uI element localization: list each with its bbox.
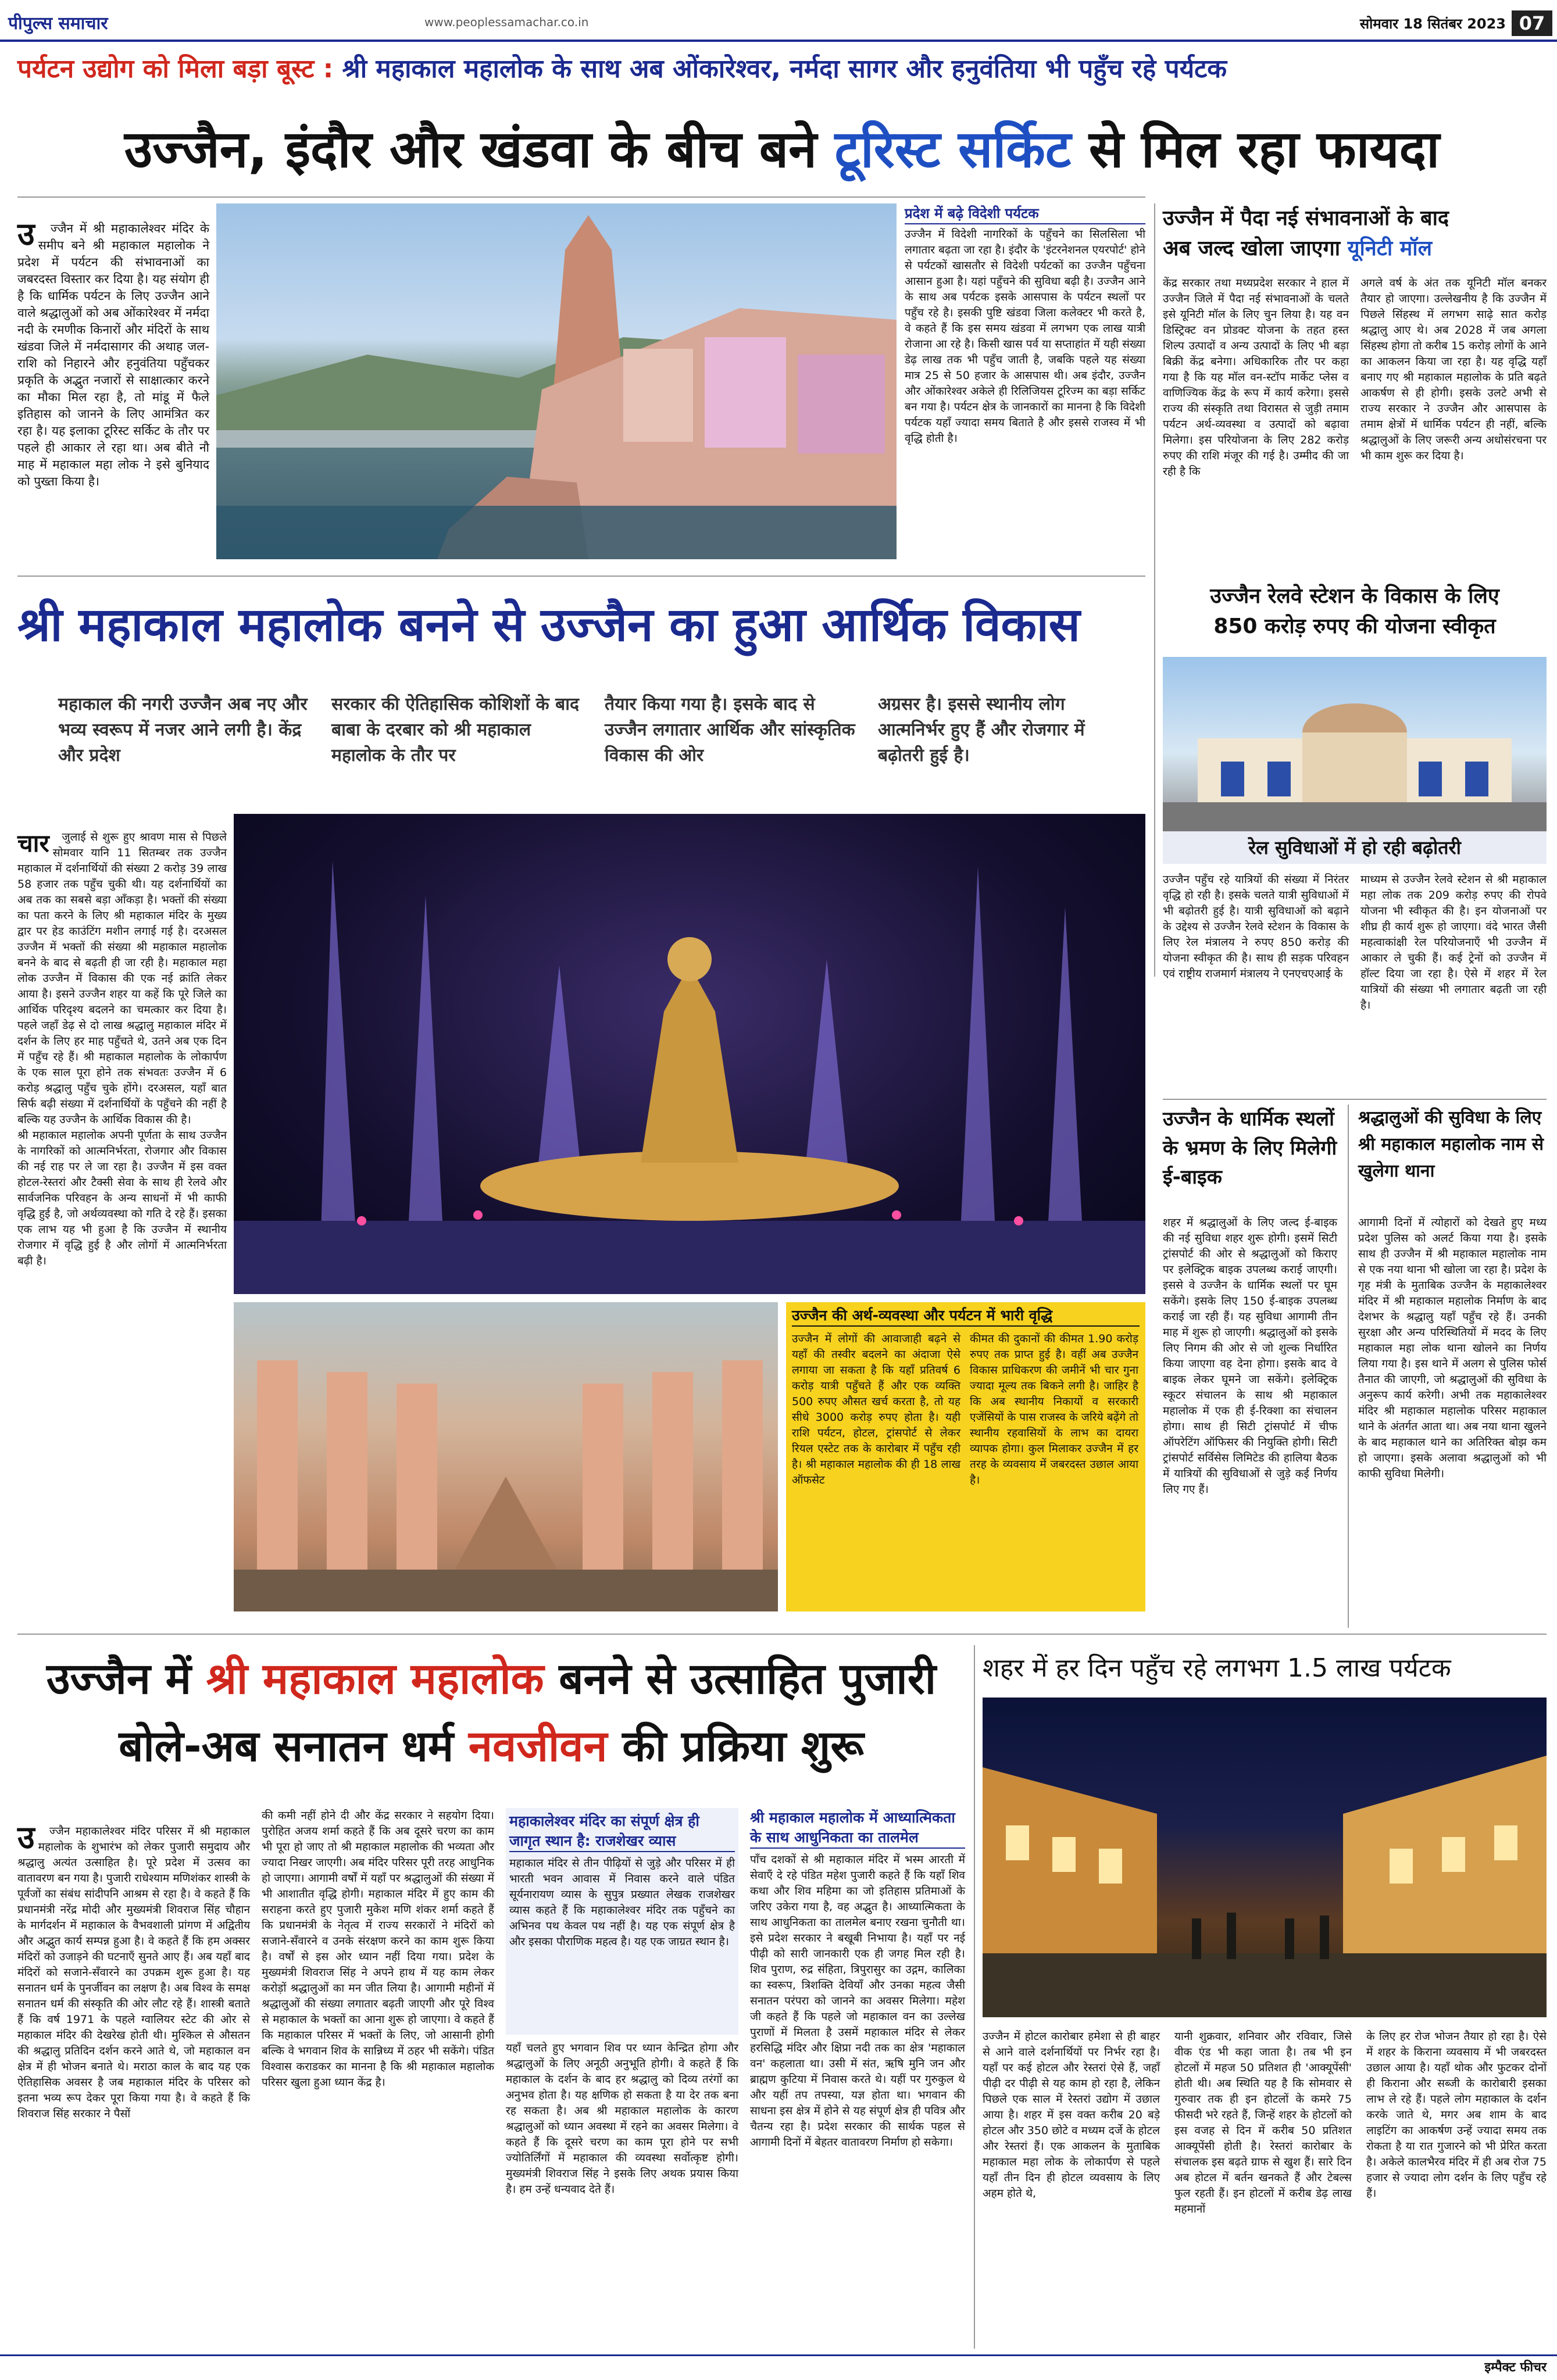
mahalok-photo [234, 1302, 778, 1611]
priest-h2b: नवजीवन [468, 1721, 608, 1771]
divider-ebike [1348, 1105, 1349, 1628]
priest-col1 [17, 1808, 254, 2349]
foreign-title: प्रदेश में बढ़े विदेशी पर्यटक [905, 203, 1145, 224]
masthead-logo [8, 9, 183, 38]
masthead-date: सोमवार 18 सितंबर 2023 [1359, 16, 1506, 32]
priest-box2-title: श्री महाकाल महालोक में आध्यात्मिकता के साथ आधुनिकता का तालमेल [750, 1808, 965, 1849]
footer-rule [0, 2354, 1557, 2356]
eco-headline: श्री महाकाल महालोक बनने से उज्जैन का हुआ आर्थिक विकास [17, 598, 1080, 652]
rail-col2: माध्यम से उज्जैन रेलवे स्टेशन से श्री महाकाल महा लोक तक 209 करोड़ रुपए की रोपवे योजना भी स्वीकृत की है। इन योजनाओं पर शीघ्र ही कार्य शुरू हो जाएगा। वंदे भारत जैसी महत्वाकांक्षी रेल परियोजनाएँ भी उज्जैन में आकार ले चुकी हैं। कई ट्रेनों को उज्जैन में हॉल्ट दिया जा रहा है। ऐसे में शहर में रेल यात्रियों की संख्या भी लगातार बढ़ती जा रही है। [1360, 873, 1551, 1012]
divider-top-section [17, 576, 1145, 577]
omkareshwar-illustration [216, 203, 897, 559]
eco-deck-1: महाकाल की नगरी उज्जैन अब नए और भव्य स्वरूप में नजर आने लगी है। केंद्र और प्रदेश [58, 694, 308, 766]
railway-photo [1163, 657, 1547, 831]
tourists-col2: यानी शुक्रवार, शनिवार और रविवार, जिसे वीक एंड भी कहा जाता है। तब भी इन होटलों में महज 50 प्रतिशत ही 'आक्यूपेंसी' होती थी। अब स्थिति यह है कि सोमवार से गुरुवार तक ही इन होटलों के कमरे 75 फीसदी भरे रहते हैं, जिन्हें शहर के होटलों को इस वजह से दिन में करीब 50 प्रतिशत आक्यूपेंसी होती है। रेस्तरां कारोबार के संचालक इस बढ़ते ग्राफ से खुश हैं। सारे दिन अब होटल में बर्तन खनकते हैं और टेबल्स फुल रहती हैं। इन होटलों में करीब डेढ़ लाख महमानों [1174, 2030, 1356, 2215]
divider-bottom [974, 1645, 975, 2349]
logo-text: पीपुल्स समाचार [8, 13, 108, 34]
tourists-col1: उज्जैन में होटल कारोबार हमेशा से ही बाहर से आने वाले दर्शनार्थियों पर निर्भर रहा है। यहाँ पर कई होटल और रेस्तरां ऐसे हैं, जहाँ पीढ़ी दर पीढ़ी से यह काम हो रहा है, लेकिन पिछले एक साल में रेस्तरां उद्योग में उछाल आया है। शहर में इस वक्त करीब 20 बड़े होटल और 350 छोटे व मध्यम दर्जे के होटल और रेस्तरां हैं। एक आकलन के मुताबिक महाकाल महा लोक के लोकार्पण से पहले यहाँ तीन दिन ही होटल व्यवसाय के लिए अहम होते थे, [983, 2030, 1164, 2200]
eco-deck-3: तैयार किया गया है। इसके बाद से उज्जैन लगातार आर्थिक और सांस्कृतिक विकास की ओर [605, 694, 855, 766]
priest-h2a: बोले-अब सनातन धर्म [119, 1721, 454, 1771]
rail-col1: उज्जैन पहुँच रहे यात्रियों की संख्या में निरंतर वृद्धि हो रही है। इसके चलते यात्री सुविधाओं में भी बढ़ोतरी हुई है। यात्री सुविधाओं को बढ़ाने के उद्देश्य से उज्जैन रेलवे स्टेशन के विकास के लिए रेल मंत्रालय ने रुपए 850 करोड़ की योजना स्वीकृत की है। साथ ही सड़क परिवहन एवं राष्ट्रीय राजमार्ग मंत्रालय ने एनएचएआई के [1163, 873, 1353, 980]
mall-title-highlight: यूनिटी मॉल [1347, 237, 1433, 260]
story1-dropcap: उ [17, 216, 35, 252]
night-street-photo [983, 1698, 1547, 2017]
priest-h1c: बनने से उत्साहित पुजारी [559, 1654, 937, 1704]
priest-box-title: महाकालेश्वर मंदिर का संपूर्ण क्षेत्र ही जागृत स्थान है: राजशेखर व्यास [509, 1811, 735, 1852]
eco-text [17, 814, 227, 1616]
kicker-rest: श्री महाकाल महालोक के साथ अब ओंकारेश्वर, नर्मदा सागर और हनुवंतिया भी पहुँच रहे पर्यटक [342, 54, 1227, 84]
headline-part1: उज्जैन, इंदौर और खंडवा के बीच बने [124, 119, 817, 179]
divider-mall [1154, 203, 1155, 977]
priest-box2 [750, 1808, 969, 2349]
ebike-title: उज्जैन के धार्मिक स्थलों के भ्रमण के लिए मिलेगी ई-बाइक [1163, 1107, 1337, 1189]
police-title: श्रद्धालुओं की सुविधा के लिए श्री महाकाल महालोक नाम से खुलेगा थाना [1358, 1107, 1544, 1181]
divider-middle-section [17, 1634, 1547, 1635]
omkareshwar-photo [216, 203, 897, 559]
night-street-illustration [983, 1698, 1547, 2017]
priest-box [506, 1808, 738, 2035]
rail-title [1163, 581, 1547, 645]
tourists-title: शहर में हर दिन पहुँच रहे लगभग 1.5 लाख पर्यटक [983, 1653, 1451, 1683]
eco-deck-2: सरकार की ऐतिहासिक कोशिशों के बाद बाबा के दरबार को श्री महाकाल महालोक के तौर पर [331, 694, 579, 766]
priest-col4: पाँच दशकों से श्री महाकाल मंदिर में भस्म आरती में सेवाएँ दे रहे पंडित महेश पुजारी कहते हैं कि यहाँ शिव कथा और शिव महिमा का जो इतिहास प्रतिमाओं के जरिए उकेरा गया है, वह अद्भुत है। आध्यात्मिकता के साथ आधुनिकता का तालमेल बनाए रखना चुनौती था। इसे प्रदेश सरकार ने बखूबी निभाया है। यहाँ पर नई पीढ़ी को सारी जानकारी एक ही जगह मिल रही है। शिव पुराण, रुद्र संहिता, त्रिपुरासुर का उद्गम, कालिका का स्वरूप, त्रिशक्ति देवियाँ और उनका महत्व जैसी सनातन परंपरा को जानने का अवसर मिलेगा। महेश जी कहते हैं कि पहले जो महाकाल वन का उल्लेख पुराणों में मिलता है उसमें महाकाल मंदिर से लेकर हरसिद्धि मंदिर और क्षिप्रा नदी तक का क्षेत्र 'महाकाल वन' कहलाता था। उसी में संत, ऋषि मुनि जन और ब्राह्मण कुटिया में निवास करते थे। यहीं पर गुरुकुल थे और यहीं तप तपस्या, यज्ञ होता था। भगवान की साधना इस क्षेत्र में होने से यह संपूर्ण क्षेत्र ही पवित्र और चैतन्य रहा है। प्रदेश सरकार की सार्थक पहल से आगामी दिनों में बेहतर वातावरण निर्माण हो सकेगा। [750, 1853, 969, 2149]
mall-col1: केंद्र सरकार तथा मध्यप्रदेश सरकार ने हाल में उज्जैन जिले में पैदा नई संभावनाओं के चलते इसे यूनिटी मॉल के लिए चुन लिया है। यह वन डिस्ट्रिक्ट वन प्रोडक्ट योजना के तहत हस्त शिल्प उत्पादों व अन्य उत्पादों के लिए भी बड़ा बिक्री केंद्र बनेगा। अधिकारिक तौर पर कहा गया है कि यह मॉल वन-स्टॉप मार्केट प्लेस व वाणिज्यिक केंद्र के रूप में कार्य करेगा। इससे राज्य की संस्कृति तथा विरासत से जुड़ी तमाम पर्यटन अर्थ-व्यवस्था व उत्पादों को बढ़ावा मिलेगा। इस परियोजना के लिए 282 करोड़ रुपए की राशि मंजूर की गई है। उम्मीद की जा रही है कि [1163, 277, 1353, 478]
mall-title-line2: अब जल्द खोला जाएगा [1163, 237, 1341, 260]
foreign-box [905, 203, 1149, 564]
priest-h1a: उज्जैन में [46, 1654, 191, 1704]
tourists-col3: के लिए हर रोज भोजन तैयार हो रहा है। ऐसे में शहर के किराना व्यवसाय में भी जबरदस्त उछाल आया है। यहाँ थोक और फुटकर दोनों ही किराना और सब्जी के कारोबारी इसका लाभ ले रहे हैं। पहले लोग महाकाल के दर्शन करके जाते थे, मगर अब शाम के बाद लाइटिंग का आकर्षण उन्हें ज्यादा समय तक रोकता है या रात गुजारने को भी प्रेरित करता है। अकेले कालभैरव मंदिर में ही अब रोज 75 हजार से ज्यादा लोग दर्शन के लिए पहुँच रहे हैं। [1366, 2030, 1551, 2200]
ebike-text: शहर में श्रद्धालुओं के लिए जल्द ई-बाइक की नई सुविधा शहर शुरू होगी। इसमें सिटी ट्रांसपोर्ट की ओर से श्रद्धालुओं को किराए पर इलेक्ट्रिक बाइक उपलब्ध कराई जाएगी। इससे वे उज्जैन के धार्मिक स्थलों पर घूम सकेंगे। इसके लिए 150 ई-बाइक उपलब्ध कराई जा रही हैं। यह सुविधा आगामी तीन माह में शुरू हो जाएगी। श्रद्धालुओं को इसके लिए निगम की ओर से जो शुल्क निर्धारित किया जाएगा वह देना होगा। इसके बाद वे बाइक लेकर घूमने जा सकेंगे। इलेक्ट्रिक स्कूटर संचालन के साथ श्री महाकाल महालोक में एक ही ई-रिक्शा का संचालन होगा। साथ ही सिटी ट्रांसपोर्ट में चीफ ऑपरेटिंग ऑफिसर की नियुक्ति होगी। सिटी ट्रांसपोर्ट सर्विसेस लिमिटेड की हालिया बैठक में यात्रियों की सुविधाओं से जुड़े कई निर्णय लिए गए हैं। [1163, 1216, 1341, 1496]
fountain-illustration [234, 814, 1145, 1294]
rail-title-line1: उज्जैन रेलवे स्टेशन के विकास के लिए [1210, 584, 1499, 608]
headline-highlight: टूरिस्ट सर्किट [834, 119, 1072, 179]
priest-dropcap: उ [17, 1819, 35, 1856]
police-text: आगामी दिनों में त्योहारों को देखते हुए मध्य प्रदेश पुलिस को अलर्ट किया गया है। इसके साथ ही उज्जैन में श्री महाकाल महालोक नाम से एक नया थाना भी खोला जा रहा है। प्रदेश के गृह मंत्री के मुताबिक उज्जैन के महाकालेश्वर मंदिर में श्री महाकाल महालोक निर्माण के बाद देशभर के श्रद्धालु यहाँ पहुँच रहे हैं। उनकी सुरक्षा और अन्य परिस्थितियों में मदद के लिए महाकाल महा लोक थाना खोलने का निर्णय लिया गया है। इस थाने में अलग से पुलिस फोर्स तैनात की जाएगी, जो श्रद्धालुओं की सुविधा के अनुरूप कार्य करेगी। अभी तक महाकालेश्वर मंदिर श्री महाकाल महालोक परिसर महाकाल थाने के अंतर्गत आता था। अब नया थाना खुलने के बाद महाकाल थाने का अतिरिक्त बोझ कम हो जाएगा। इसके अलावा श्रद्धालुओं को भी काफी सुविधा मिलेगी। [1358, 1216, 1551, 1480]
mahalok-illustration [234, 1302, 778, 1611]
mall-title [1163, 203, 1547, 267]
kicker [17, 48, 1547, 91]
kicker-lead: पर्यटन उद्योग को मिला बड़ा बूस्ट : [17, 54, 334, 84]
masthead-url[interactable]: www.peoplessamachar.co.in [424, 15, 589, 29]
main-headline [17, 112, 1547, 187]
headline-rule [17, 196, 1145, 198]
mall-col2: अगले वर्ष के अंत तक यूनिटी मॉल बनकर तैयार हो जाएगा। उल्लेखनीय है कि उज्जैन में पिछले सिंहस्थ में लगभग साढ़े सात करोड़ श्रद्धालु आए थे। अब 2028 में जब अगला सिंहस्थ होगा तो करीब 15 करोड़ लोगों के आने का आकलन किया जा रहा है। यह वृद्धि यहाँ बनाए गए श्री महाकाल महालोक के प्रति बढ़ते आकर्षण से ही होगी। इसके उलटे अभी से राज्य सरकार ने उज्जैन और आसपास के तमाम क्षेत्रों में धार्मिक पर्यटन ही नहीं, बल्कि श्रद्धालुओं के लिए जरूरी अन्य अधोसंरचना पर भी काम शुरू कर दिया है। [1360, 277, 1551, 462]
rail-caption: रेल सुविधाओं में हो रही बढ़ोतरी [1163, 831, 1547, 864]
railway-illustration [1163, 657, 1547, 831]
eco-box-title: उज्जैन की अर्थ-व्यवस्था और पर्यटन में भारी वृद्धि [792, 1306, 1140, 1327]
headline-part2: से मिल रहा फायदा [1088, 119, 1440, 179]
story1-text [17, 203, 213, 564]
priest-headline [17, 1645, 965, 1785]
priest-col2: की कमी नहीं होने दी और केंद्र सरकार ने सहयोग दिया। पुरोहित अजय शर्मा कहते हैं कि अब दूसरे चरण का काम भी पूरा हो जाए तो श्री महाकाल महालोक की भव्यता और ज्यादा निखर जाएगी। अब मंदिर परिसर पूरी तरह आधुनिक हो जाएगा। आगामी वर्षों में यहाँ पर श्रद्धालुओं की संख्या में भी आशातीत वृद्धि होगी। महाकाल मंदिर में हुए काम की सराहना करते हुए पुजारी मुकेश मणि शंकर शर्मा कहते हैं कि प्रधानमंत्री के नेतृत्व में राज्य सरकारों ने मंदिरों को सजाने-सँवारने व उनके संरक्षण करने का काम शुरू किया है। वर्षों से इस ओर ध्यान नहीं दिया गया। प्रदेश के मुख्यमंत्री शिवराज सिंह ने अपने हाथ में यह काम लेकर करोड़ों श्रद्धालुओं का मन जीत लिया है। आगामी महीनों में श्रद्धालुओं की संख्या लगातार बढ़ती जाएगी और पूरे विश्व से महाकाल के भक्तों का आना शुरू हो जाएगा। वे कहते हैं कि महाकाल परिसर में भक्तों के लिए, जो आसानी होगी बल्कि वे भगवान शिव के सान्निध्य में ठहर भी सकेंगे। पंडित विश्वास कराडकर का मानना है कि श्री महाकाल महालोक परिसर खुला हुआ ध्यान केंद्र है। [262, 1809, 498, 2089]
divider-rail [1163, 1099, 1547, 1100]
masthead-rule [0, 40, 1557, 42]
rail-title-line2: 850 करोड़ रुपए की योजना स्वीकृत [1213, 614, 1496, 638]
priest-col3: यहाँ चलते हुए भगवान शिव पर ध्यान केन्द्रित होगा और श्रद्धालुओं के लिए अनूठी अनुभूति होगी। वे कहते हैं कि महाकाल के दर्शन के बाद हर श्रद्धालु को दिव्य तरंगों का अनुभव होता है। यह क्षणिक हो सकता है या देर तक बना रह सकता है। अब श्री महाकाल महालोक के कारण श्रद्धालुओं को ध्यान अवस्था में रहने का अवसर मिलेगा। वे कहते हैं कि दूसरे चरण का काम पूरा होने पर सभी ज्योतिर्लिंगों में महाकाल की व्यवस्था सर्वोत्कृष्ट होगी। मुख्यमंत्री शिवराज सिंह ने इसके लिए अथक प्रयास किया है। हम उन्हें धन्यवाद देते हैं। [506, 2042, 742, 2196]
foreign-text: उज्जैन में विदेशी नागरिकों के पहुँचने का सिलसिला भी लगातार बढ़ता जा रहा है। इंदौर के 'इंटरनेशनल एयरपोर्ट' होने से पर्यटकों खासतौर से विदेशी पर्यटकों का उज्जैन पहुँचना आसान हुआ है। यहां पहुँचने की सुविधा बढ़ी है। उज्जैन आने के साथ अब पर्यटक इसके आसपास के पर्यटन स्थलों पर पहुँच रहे है। इसकी पुष्टि खंडवा जिला कलेक्टर भी करते है, वे कहते हैं कि इस समय खंडवा में लगभग एक लाख यात्री रोजाना आ रहे है। किसी खास पर्व या सप्ताहांत में यही संख्या डेढ़ लाख तक भी पहुँच जाती है, जबकि पहले यह संख्या मात्र 25 से 50 हजार के आसपास थी। अब इंदौर, उज्जैन और ओंकारेश्वर अकेले ही रिलिजियस टूरिज्म का बड़ा सर्किट बन गया है। पर्यटन क्षेत्र के जानकारों का मानना है कि विदेशी पर्यटक यहाँ ज्यादा समय बिताते है और इससे राजस्व में भी वृद्धि होती है। [905, 228, 1149, 445]
priest-h1b: श्री महाकाल महालोक [206, 1654, 544, 1704]
footer-label: इम्पैक्ट फीचर [1484, 2360, 1547, 2375]
fountain-photo [234, 814, 1145, 1294]
mall-title-line1: उज्जैन में पैदा नई संभावनाओं के बाद [1163, 206, 1449, 230]
eco-dropcap: चार [17, 829, 49, 857]
page-number: 07 [1512, 10, 1552, 36]
priest-col1-body: ज्जैन महाकालेश्वर मंदिर परिसर में श्री महाकाल महालोक के शुभारंभ को लेकर पुजारी समुदाय और श्रद्धालु अत्यंत उत्साहित है। पूरे प्रदेश में उत्सव का वातावरण बन गया है। पुजारी राधेश्याम मणिशंकर शास्त्री के पूर्वजों का संबंध सांदीपनि आश्रम से रहा है। वे कहते हैं कि प्रधानमंत्री नरेंद्र मोदी और मुख्यमंत्री शिवराज सिंह चौहान के मार्गदर्शन में महाकाल के वैभवशाली प्रांगण में अद्वितीय और अद्भुत कार्य सम्पन्न हुआ है। वे कहते हैं कि हम अक्सर मंदिरों को उजाड़ने की घटनाएँ सुनते आए हैं। अब यहाँ बाद मंदिरों को सजाने-सँवारने का उपक्रम शुरू हुआ है। यह सनातन धर्म के पुनर्जीवन का लक्षण है। अब विश्व के समक्ष सनातन धर्म की संस्कृति की ओर लौट रहे हैं। शास्त्री बताते हैं कि वर्ष 1971 के पहले ग्वालियर स्टेट की ओर से महाकाल मंदिर की देखरेख होती थी। मुश्किल से औसतन की श्रद्धालु प्रतिदिन दर्शन करने आते थे, जो महाकाल वन क्षेत्र में ही भोजन बनाते थे। मराठा काल के बाद यह एक ऐतिहासिक अवसर है जब महाकाल मंदिर के परिसर को इतना भव्य रूप देकर पूरा किया गया है। वे कहते हैं कि शिवराज सिंह सरकार ने पैसों [17, 1825, 254, 2120]
eco-deck [17, 692, 1145, 808]
priest-h2c: की प्रक्रिया शुरू [622, 1721, 864, 1771]
eco-box [786, 1302, 1145, 1611]
eco-box-col2: कीमत की दुकानों की कीमत 1.90 करोड़ रुपए तक प्राप्त हुई है। वहीं अब उज्जैन विकास प्राधिकरण की जमीनें भी चार गुना ज्यादा मूल्य तक बिकने लगी है। जाहिर है कि अब स्थानीय निकायों व सरकारी एजेंसियों के पास राजस्व के जरिये बढ़ेंगे तो स्थानीय रहवासियों के लाभ का दायरा व्यापक होगा। कुल मिलाकर उज्जैन में हर तरह के व्यवसाय में जबरदस्त उछाल आया है। [970, 1332, 1142, 1486]
priest-box-text: महाकाल मंदिर से तीन पीढ़ियों से जुड़े और परिसर में ही भारती भवन आवास में निवास करने वाले पंडित सूर्यनारायण व्यास के सुपुत्र प्रख्यात लेखक राजशेखर व्यास कहते हैं कि महाकालेश्वर मंदिर तक पहुँचने का अभिनव पथ केवल पथ नहीं है। यह एक संपूर्ण क्षेत्र है और इसका पौराणिक महत्व है। यह एक जाग्रत स्थान है। [509, 1857, 739, 1948]
eco-deck-4: अग्रसर है। इससे स्थानीय लोग आत्मनिर्भर हुए हैं और रोजगार में बढ़ोतरी हुई है। [878, 694, 1085, 766]
eco-box-col1: उज्जैन में लोगों की आवाजाही बढ़ने से यहाँ की तस्वीर बदलने का अंदाजा ऐसे लगाया जा सकता है कि यहाँ प्रतिवर्ष 6 करोड़ यात्री पहुँचते हैं और एक व्यक्ति 500 रुपए औसत खर्च करता है, तो यह सीधे 3000 करोड़ रुपए होता है। यही राशि पर्यटन, होटल, ट्रांसपोर्ट से लेकर रियल एस्टेट तक के कारोबार में पहुँच रही है। श्री महाकाल महालोक की ही 18 लाख ऑफसेट [792, 1332, 965, 1486]
story1-body: ज्जैन में श्री महाकालेश्वर मंदिर के समीप बने श्री महाकाल महालोक ने प्रदेश में पर्यटन की संभावनाओं का जबरदस्त विस्तार कर दिया है। यह संयोग ही है कि धार्मिक पर्यटन के लिए उज्जैन आने वाले श्रद्धालुओं को अब ओंकारेश्वर में नर्मदा नदी के रमणीक किनारों और मंदिरों के साथ खंडवा जिले में नर्मदासागर की अथाह जल-राशि को निहारने और हनुवंतिया पहुँचकर प्रकृति के अद्भुत नजारों से साक्षात्कार करने का मौका मिल रहा है, तो मांडू में फैले इतिहास को जानने के लिए आमंत्रित कर रहा है। यह इलाका टूरिस्ट सर्किट के तौर पर पहले ही आकार ले रहा था। अब बीते नौ माह में महाकाल महा लोक ने इसे बुनियाद को पुख्ता किया है। [17, 221, 213, 488]
eco-body: जुलाई से शुरू हुए श्रावण मास से पिछले सोमवार यानि 11 सितम्बर तक उज्जैन महाकाल में दर्शनार्थियों की संख्या 2 करोड़ 39 लाख 58 हजार तक पहुँच चुकी थी। यह दर्शनार्थियों का अब तक का सबसे बड़ा आँकड़ा है। भक्तों की संख्या का पता करने के लिए श्री महाकाल मंदिर के मुख्य द्वार पर हेड काउंटिंग मशीन लगाई गई है। दरअसल उज्जैन में भक्तों की संख्या श्री महाकाल महालोक बनने के बाद से बढ़ती ही जा रही है। महाकाल महा लोक उज्जैन में विकास की एक नई क्रांति लेकर आया है। इसने उज्जैन शहर या कहें कि पूरे जिले का आर्थिक परिदृश्य बदलने का चमत्कार कर दिया है। पहले जहाँ डेढ़ से दो लाख श्रद्धालु महाकाल मंदिर में दर्शन के लिए हर माह पहुँचते थे, उतने अब एक दिन में पहुँच रहे हैं। श्री महाकाल महालोक के लोकार्पण के एक साल पूरा होने तक संभवतः उज्जैन में 6 करोड़ श्रद्धालु पहुँच चुके होंगे। दरअसल, यहाँ बात सिर्फ बढ़ी संख्या में दर्शनार्थियों के पहुँचने की नहीं है बल्कि यह उज्जैन के आर्थिक विकास की है। श्री महाकाल महालोक अपनी पूर्णता के साथ उज्जैन के नागरिकों को आत्मनिर्भरता, रोजगार और विकास की नई राह पर ले जा रहा है। उज्जैन में इस वक्त होटल-रेस्तरां और टैक्सी सेवा के साथ ही रेलवे और सार्वजनिक परिवहन के अन्य साधनों में भी काफी वृद्धि हुई है, जो अर्थव्यवस्था को गति दे रहे हैं। इसका एक लाभ यह भी हुआ है कि उज्जैन में स्थानीय रोजगार में वृद्धि हुई है और लोगों में आत्मनिर्भरता बढ़ी है। [17, 831, 227, 1267]
